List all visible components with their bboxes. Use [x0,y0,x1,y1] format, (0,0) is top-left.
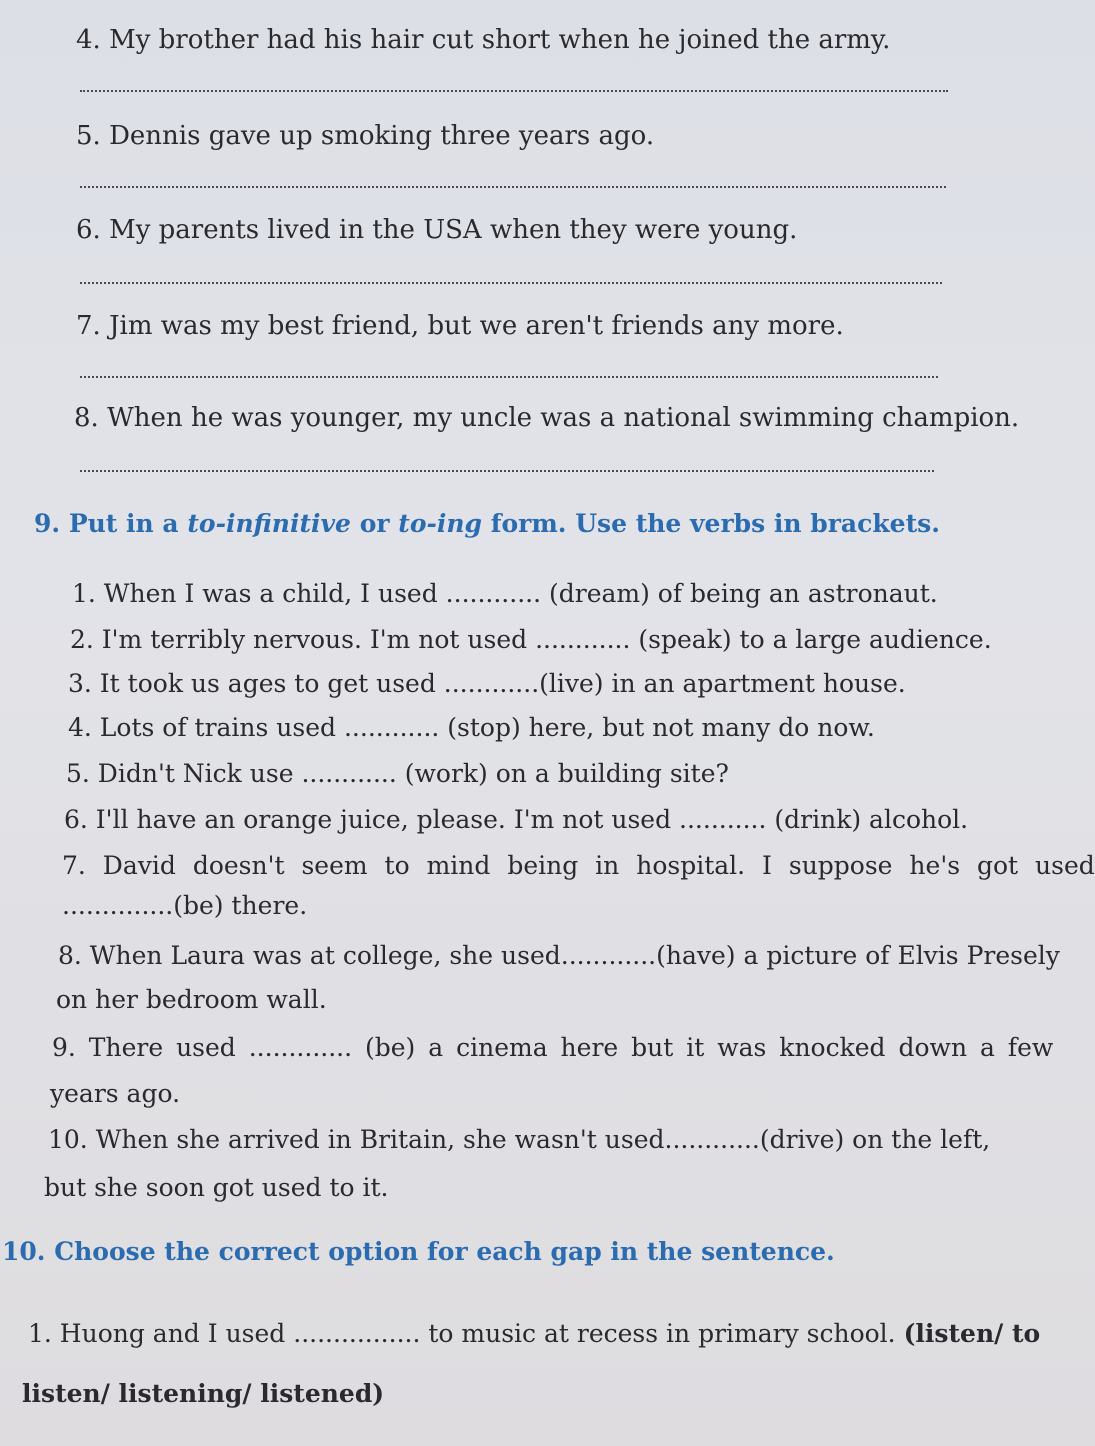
answer-line[interactable] [80,90,948,92]
exercise-item: 2. I'm terribly nervous. I'm not used ............ (speak) to a large audience. [70,625,992,654]
exercise-item: 7. David doesn't seem to mind being in hospital. I suppose he's got used [62,851,1095,880]
answer-line[interactable] [80,470,934,472]
exercise-item: 5. Didn't Nick use ............ (work) on a building site? [66,759,729,788]
answer-line[interactable] [80,282,942,284]
item-options: (listen/ to [903,1319,1041,1348]
answer-line[interactable] [80,186,946,188]
item-text: 1. Huong and I used ................ to music at recess in primary school. [28,1319,896,1348]
item-text: My brother had his hair cut short when he joined the army. [109,25,891,55]
exercise-item-continuation: but she soon got used to it. [44,1173,389,1202]
exercise-item-continuation: ..............(be) there. [62,891,308,920]
exercise-item-continuation: on her bedroom wall. [56,985,327,1014]
exercise-item [76,214,797,246]
item-text: Jim was my best friend, but we aren't friends any more. [109,311,844,341]
item-number: 7. [76,311,101,341]
item-options-continuation: listen/ listening/ listened) [22,1379,385,1408]
item-text: My parents lived in the USA when they were young. [109,215,798,245]
exercise-item [28,1318,1040,1350]
exercise-item: 9. There used ............. (be) a cinema here but it was knocked down a few [52,1033,1054,1062]
exercise-item: 3. It took us ages to get used ............(live) in an apartment house. [68,669,906,698]
item-number: 4. [76,25,101,55]
section-heading: 9. Put in a to-infinitive or to-ing form. Use the verbs in brackets. [34,509,940,538]
answer-line[interactable] [80,376,938,378]
exercise-item: 4. Lots of trains used ............ (stop) here, but not many do now. [68,713,875,742]
exercise-item [76,310,844,342]
exercise-item [76,24,890,56]
exercise-item [74,402,1019,434]
exercise-item [76,120,654,152]
exercise-item: 6. I'll have an orange juice, please. I'm not used ........... (drink) alcohol. [64,805,969,834]
item-number: 8. [74,403,99,433]
exercise-item: 10. When she arrived in Britain, she wasn't used............(drive) on the left, [48,1125,991,1154]
exercise-item: 1. When I was a child, I used ............ (dream) of being an astronaut. [72,579,938,608]
item-number: 5. [76,121,101,151]
item-text: When he was younger, my uncle was a national swimming champion. [107,403,1020,433]
section-heading: 10. Choose the correct option for each gap in the sentence. [2,1237,835,1266]
exercise-item-continuation: years ago. [50,1079,181,1108]
item-text: Dennis gave up smoking three years ago. [109,121,655,151]
exercise-item: 8. When Laura was at college, she used............(have) a picture of Elvis Presely [58,941,1060,970]
item-number: 6. [76,215,101,245]
